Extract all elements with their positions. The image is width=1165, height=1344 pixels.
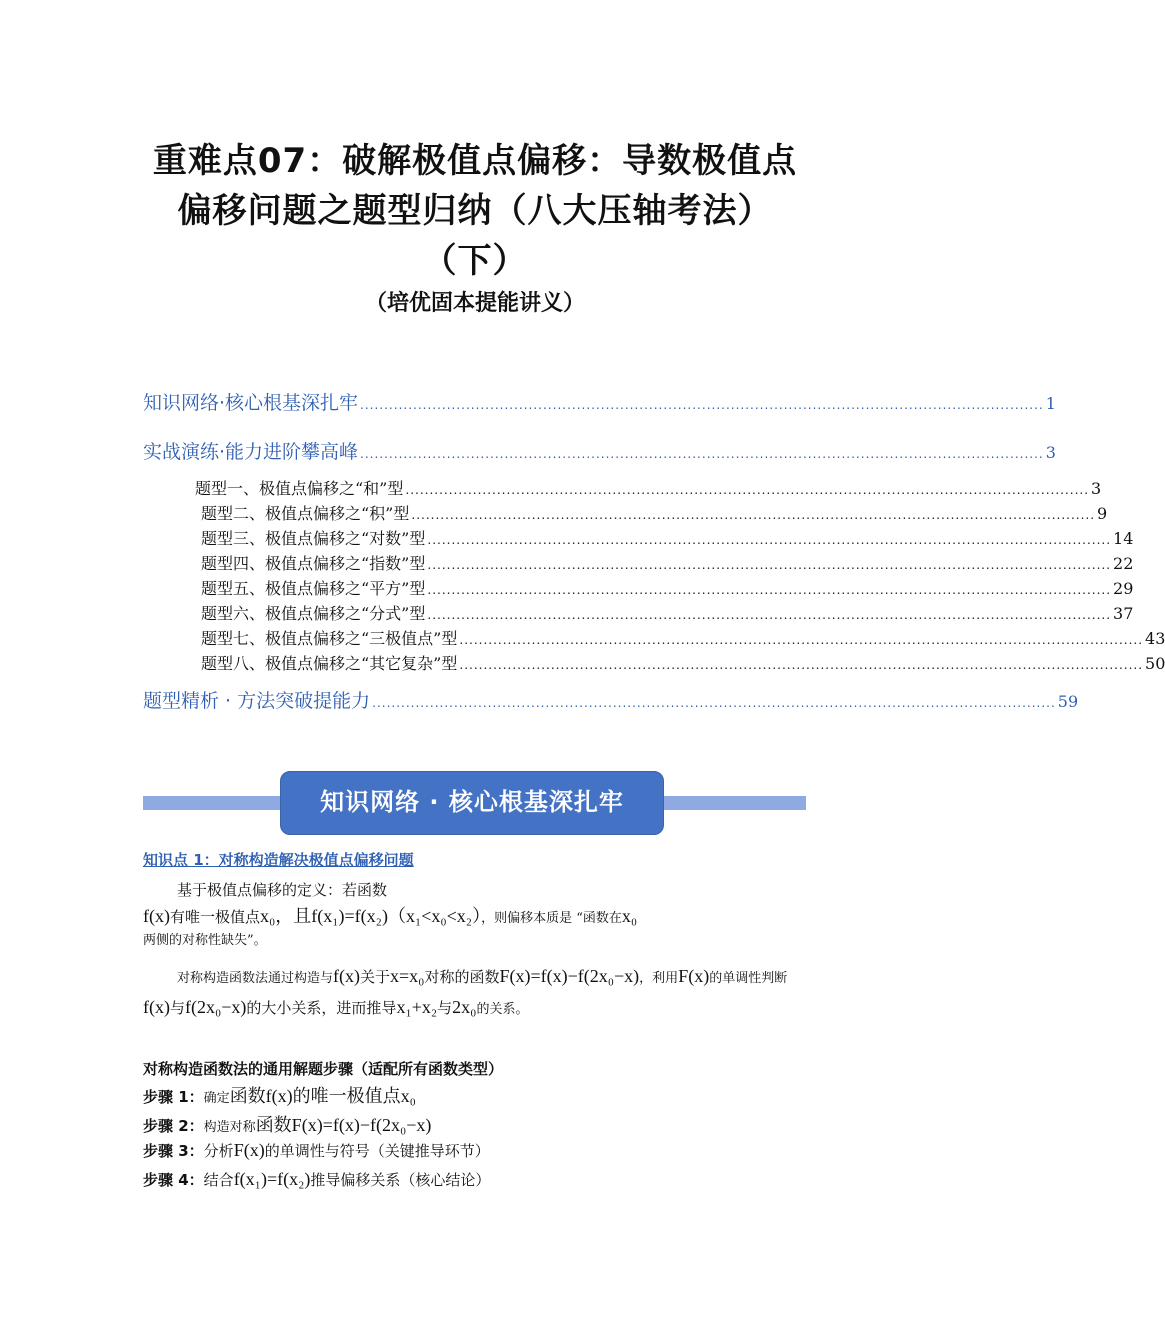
step-math: 函数f(x)的唯一极值点x₀ xyxy=(229,1086,416,1106)
toc-subentry-label: 题型一、极值点偏移之“和”型 xyxy=(195,479,404,498)
math-fx: f(x) xyxy=(143,906,170,926)
toc-subentry-label: 题型七、极值点偏移之“三极值点”型 xyxy=(201,629,458,648)
knowledge-point-title: 知识点 1：对称构造解决极值点偏移问题 xyxy=(143,851,414,869)
knowledge-paragraph-2 xyxy=(143,906,808,951)
toc-subentry-label: 题型六、极值点偏移之“分式”型 xyxy=(201,604,426,623)
toc-leader-dots: .............................................................................................................................................. xyxy=(459,658,1144,672)
section-banner: 知识网络 · 核心根基深扎牢 xyxy=(280,771,664,835)
text-span: 与 xyxy=(437,999,453,1017)
toc-subentry-page: 37 xyxy=(1113,604,1134,623)
toc-entry-page: 3 xyxy=(1045,443,1056,462)
toc-leader-dots: .............................................................................................................................................. xyxy=(427,583,1112,597)
toc-entry-methods[interactable] xyxy=(143,686,1079,713)
toc-subentry-1[interactable] xyxy=(195,476,1102,499)
text-span: 有唯一极值点 xyxy=(169,908,260,926)
toc-subentry-page: 3 xyxy=(1091,479,1102,498)
toc-subentry-label: 题型三、极值点偏移之“对数”型 xyxy=(201,529,426,548)
step-math: 函数F(x)=f(x)−f(2x₀−x) xyxy=(255,1115,432,1135)
step-label: 步骤 4： xyxy=(143,1171,204,1189)
math-fx: f(x) xyxy=(143,997,170,1017)
toc-subentry-page: 43 xyxy=(1145,629,1165,648)
toc-leader-dots: .............................................................................................................................................. xyxy=(372,696,1056,710)
text-span: 确定 xyxy=(203,1091,230,1106)
toc-subentry-label: 题型四、极值点偏移之“指数”型 xyxy=(201,554,426,573)
steps-title: 对称构造函数法的通用解题步骤（适配所有函数类型） xyxy=(143,1060,504,1078)
toc-subentry-7[interactable] xyxy=(201,626,1165,649)
toc-subentry-page: 50 xyxy=(1145,654,1165,673)
toc-entry-knowledge[interactable] xyxy=(143,388,1056,415)
text-span: ，则偏移本质是 “函数在 xyxy=(481,911,622,926)
math-Fx-def: F(x)=f(x)−f(2x₀−x) xyxy=(499,966,640,986)
toc-entry-page: 59 xyxy=(1057,692,1079,711)
math-condition: x₀，且f(x₁)=f(x₂)（x₁<x₀<x₂） xyxy=(260,906,482,926)
step-label: 步骤 1： xyxy=(143,1088,204,1106)
text-span: 两侧的对称性缺失”。 xyxy=(143,933,267,948)
toc-subentry-page: 29 xyxy=(1113,579,1134,598)
step-label: 步骤 2： xyxy=(143,1117,204,1135)
toc-subentry-2[interactable] xyxy=(201,501,1108,524)
toc-subentry-page: 9 xyxy=(1097,504,1108,523)
toc-entry-practice[interactable] xyxy=(143,437,1056,464)
text-span: 的单调性判断 xyxy=(709,971,788,986)
toc-leader-dots: .............................................................................................................................................. xyxy=(405,483,1090,497)
toc-subentry-label: 题型五、极值点偏移之“平方”型 xyxy=(201,579,426,598)
text-span: 结合 xyxy=(203,1171,234,1189)
page-subtitle: （培优固本提能讲义） xyxy=(364,291,585,316)
toc-subentry-4[interactable] xyxy=(201,551,1134,574)
toc-subentry-label: 题型二、极值点偏移之“积”型 xyxy=(201,504,410,523)
knowledge-paragraph-3 xyxy=(143,962,808,1024)
toc-leader-dots: .............................................................................................................................................. xyxy=(411,508,1096,522)
step-1 xyxy=(143,1082,416,1108)
math-fx: f(x) xyxy=(333,966,360,986)
toc-leader-dots: .............................................................................................................................................. xyxy=(427,533,1112,547)
step-label: 步骤 3： xyxy=(143,1142,204,1160)
page-title-line-3: （下） xyxy=(422,241,528,281)
math-axis: x=x₀ xyxy=(390,966,425,986)
toc-subentry-3[interactable] xyxy=(201,526,1134,549)
text-span: 与 xyxy=(169,999,185,1017)
math-x0: x₀ xyxy=(621,906,638,926)
toc-subentry-page: 14 xyxy=(1113,529,1134,548)
knowledge-paragraph-1: 基于极值点偏移的定义：若函数 xyxy=(177,881,388,899)
step-3 xyxy=(143,1140,490,1161)
math-f-sym: f(2x₀−x) xyxy=(185,997,247,1017)
text-span: 推导偏移关系（核心结论） xyxy=(310,1171,491,1189)
toc-leader-dots: .............................................................................................................................................. xyxy=(427,558,1112,572)
math-sum: x₁+x₂ xyxy=(396,997,438,1017)
text-span: 对称构造函数法通过构造与 xyxy=(177,971,334,986)
toc-entry-label: 知识网络·核心根基深扎牢 xyxy=(143,392,359,414)
text-span: 的大小关系，进而推导 xyxy=(246,999,397,1017)
toc-entry-label: 实战演练·能力进阶攀高峰 xyxy=(143,441,359,463)
math-2x0: 2x₀ xyxy=(452,997,477,1017)
toc-leader-dots: .............................................................................................................................................. xyxy=(459,633,1144,647)
step-math: f(x₁)=f(x₂) xyxy=(233,1169,311,1189)
step-math: F(x) xyxy=(233,1140,265,1160)
page-title-line-2: 偏移问题之题型归纳（八大压轴考法） xyxy=(177,191,773,231)
text-span: 构造对称 xyxy=(203,1120,256,1135)
text-span: 对称的函数 xyxy=(424,968,500,986)
toc-subentry-5[interactable] xyxy=(201,576,1134,599)
toc-entry-label: 题型精析 · 方法突破提能力 xyxy=(143,690,371,712)
step-2 xyxy=(143,1111,431,1137)
toc-leader-dots: .............................................................................................................................................. xyxy=(360,398,1044,412)
text-span: 分析 xyxy=(203,1142,234,1160)
toc-entry-page: 1 xyxy=(1045,394,1056,413)
toc-subentry-label: 题型八、极值点偏移之“其它复杂”型 xyxy=(201,654,458,673)
text-span: 关于 xyxy=(360,968,391,986)
text-span: 的关系。 xyxy=(476,1002,529,1017)
step-4 xyxy=(143,1169,490,1190)
text-span: 的单调性与符号（关键推导环节） xyxy=(264,1142,490,1160)
text-span: ，利用 xyxy=(639,971,679,986)
toc-subentry-6[interactable] xyxy=(201,601,1134,624)
page-title-line-1: 重难点07：破解极值点偏移：导数极值点 xyxy=(152,141,798,181)
toc-subentry-page: 22 xyxy=(1113,554,1134,573)
math-Fx: F(x) xyxy=(678,966,710,986)
toc-leader-dots: .............................................................................................................................................. xyxy=(427,608,1112,622)
toc-leader-dots: .............................................................................................................................................. xyxy=(360,447,1044,461)
toc-subentry-8[interactable] xyxy=(201,651,1165,674)
